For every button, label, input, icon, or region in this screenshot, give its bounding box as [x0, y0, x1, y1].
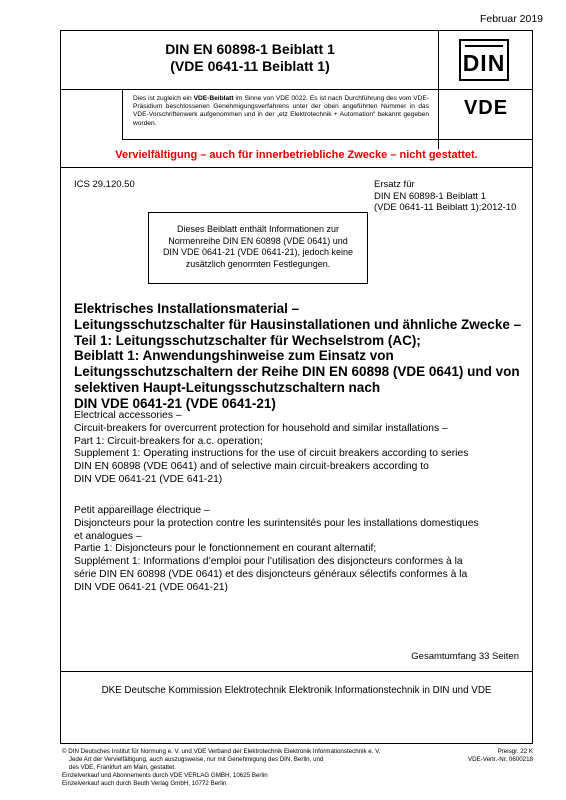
replacement-info [374, 179, 516, 214]
din-logo-text: DIN [462, 50, 506, 76]
title-french [74, 505, 524, 595]
title-english [74, 410, 524, 487]
footer-line: Einzelverkauf und Abonnements durch VDE VERLAG GMBH, 10625 Berlin [62, 771, 268, 779]
dke-commission: DKE Deutsche Kommission Elektrotechnik Elektronik Informationstechnik in DIN und VDE [101, 685, 492, 696]
title-german-line: Leitungsschutzschaltern der Reihe DIN EN 60898 (VDE 0641) und von [74, 364, 520, 380]
info-box-line: DIN VDE 0641-21 (VDE 0641-21), jedoch keine [162, 247, 354, 257]
pages-divider [61, 671, 532, 672]
vde-note-rest: im Sinne von VDE 0022. Es ist nach Durchführung des vom VDE-Präsidium beschlossenen Genehmigungsverfahrens unter der oben angeführten Nummer in das VDE-Vorschriftenwerk aufgenommen und in der „etz Elektrotechnik + Automation“ bekannt gegeben worden. [133, 95, 429, 127]
copyright-footer [62, 748, 442, 788]
info-box-line: Dieses Beiblatt enthält Informationen zur [176, 224, 340, 234]
document-number [61, 41, 439, 75]
vde-note [133, 95, 429, 128]
header-divider [61, 89, 532, 90]
price-footer [423, 748, 533, 764]
title-german-line: Leitungsschutzschalter für Hausinstallationen und ähnliche Zwecke – [74, 316, 522, 332]
replacement-line: DIN EN 60898-1 Beiblatt 1 [374, 190, 486, 202]
title-french-line: DIN VDE 0641-21 (VDE 0641-21) [74, 581, 228, 593]
title-english-line: Supplement 1: Operating instructions for the use of circuit breakers according to series [74, 448, 469, 460]
document-number-line: (VDE 0641-11 Beiblatt 1) [170, 58, 330, 74]
vde-order-number: VDE-Vertr.-Nr. 0600218 [468, 755, 533, 763]
title-german-line: DIN VDE 0641-21 (VDE 0641-21) [74, 395, 276, 411]
title-french-line: Petit appareillage électrique – [74, 505, 210, 516]
din-logo-bar [465, 45, 503, 47]
title-german-line: Teil 1: Leitungsschutzschalter für Wechselstrom (AC); [74, 332, 421, 348]
title-german-line: Beiblatt 1: Anwendungshinweise zum Einsatz von [74, 348, 394, 364]
cover-frame [60, 30, 533, 744]
replacement-line: Ersatz für [374, 179, 415, 190]
reproduction-notice: Vervielfältigung – auch für innerbetriebliche Zwecke – nicht gestattet. [115, 149, 478, 161]
title-english-line: Part 1: Circuit-breakers for a.c. operation; [74, 435, 263, 447]
document-number-line: DIN EN 60898-1 Beiblatt 1 [165, 41, 335, 57]
price-group: Preisgr. 22 K [497, 748, 533, 755]
vde-logo: VDE [463, 97, 509, 119]
title-french-line: Supplément 1: Informations d’emploi pour l’utilisation des disjoncteurs conformes à la [74, 556, 463, 568]
note-divider-bottom [122, 139, 532, 140]
title-french-line: Partie 1: Disjoncteurs pour le fonctionnement en courant alternatif; [74, 543, 377, 555]
info-box-line: zusätzlich genormten Festlegungen. [185, 258, 331, 269]
replacement-line: (VDE 0641-11 Beiblatt 1):2012-10 [374, 202, 517, 213]
title-french-line: Disjoncteurs pour la protection contre les surintensités pour les installations domestiques [74, 517, 479, 529]
vde-note-start: Dies ist zugleich ein [133, 95, 194, 102]
info-box-line: Normenreihe DIN EN 60898 (VDE 0641) und [168, 235, 348, 246]
notice-divider [61, 167, 532, 168]
title-english-line: DIN VDE 0641-21 (VDE 641-21) [74, 473, 223, 485]
footer-line: Einzelverkauf auch durch Beuth Verlag GmbH, 10772 Berlin [62, 779, 227, 787]
title-english-line: DIN EN 60898 (VDE 0641) and of selective main circuit-breakers according to [74, 461, 429, 473]
header-divider-vertical [438, 31, 439, 149]
footer-line: © DIN Deutsches Institut für Normung e. V. und VDE Verband der Elektrotechnik Elektronik Informationstechnik e. V. [62, 748, 381, 755]
title-german [74, 301, 524, 412]
title-french-line: et analogues – [74, 530, 142, 542]
title-german-line: Elektrisches Installationsmaterial – [74, 301, 300, 316]
title-french-line: série DIN EN 60898 (VDE 0641) et des disjoncteurs généraux sélectifs conformes à la [74, 568, 468, 580]
ics-code: ICS 29.120.50 [74, 179, 135, 190]
footer-line: des VDE, Frankfurt am Main, gestattet. [62, 763, 176, 771]
title-english-line: Electrical accessories – [74, 410, 182, 421]
title-german-line: selektiven Haupt-Leitungsschutzschaltern nach [74, 379, 381, 395]
vde-note-emphasis: VDE-Beiblatt [193, 95, 234, 102]
footer-line: Jede Art der Vervielfältigung, auch auszugsweise, nur mit Genehmigung des DIN, Berlin, und [62, 755, 324, 763]
publication-date: Februar 2019 [479, 13, 543, 25]
note-divider-left [122, 89, 123, 139]
title-english-line: Circuit-breakers for overcurrent protection for household and similar installations – [74, 422, 448, 434]
total-pages: Gesamtumfang 33 Seiten [411, 651, 519, 662]
info-box [148, 212, 368, 284]
din-logo [459, 39, 509, 81]
